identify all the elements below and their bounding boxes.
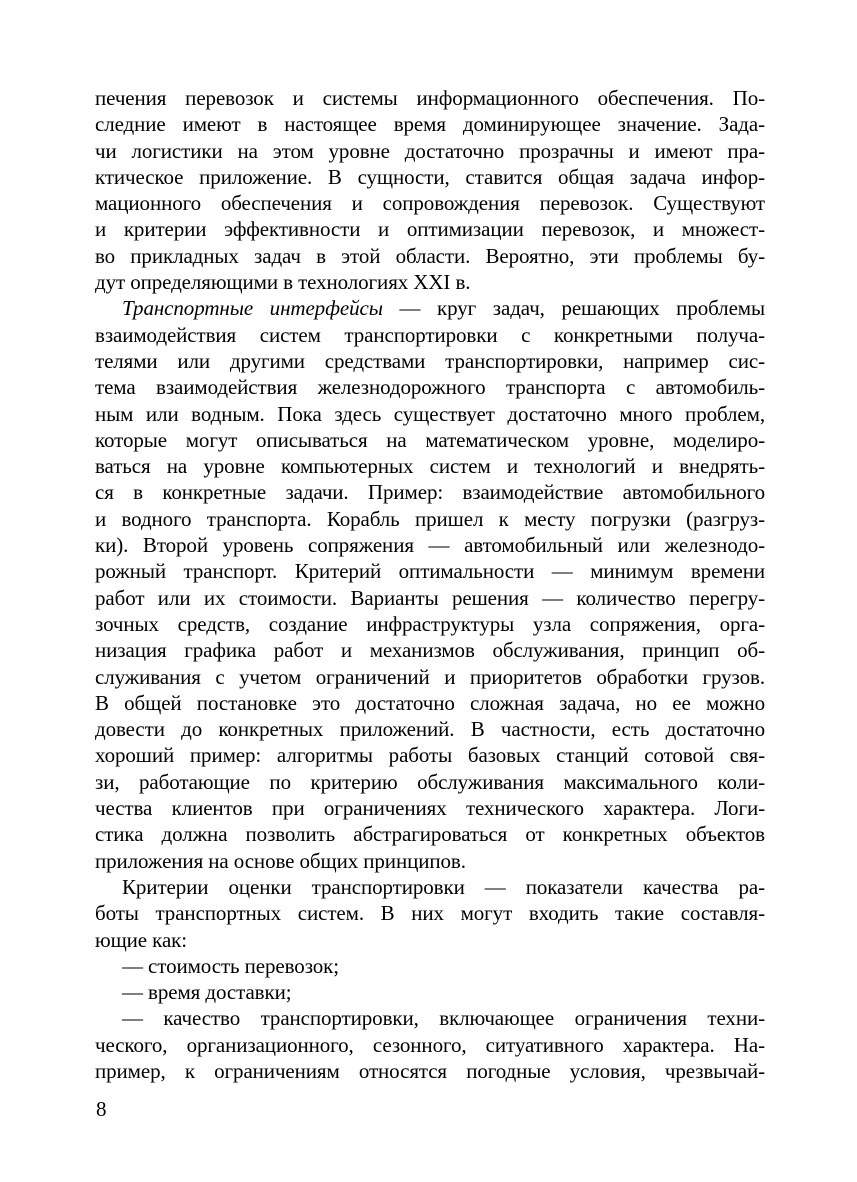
text-segment: В общей постановке это достаточно сложная задача, но ее можно (95, 690, 765, 715)
text-line (95, 1058, 765, 1084)
text-segment: зочных средств, создание инфраструктуры узла сопряжения, орга- (95, 611, 765, 636)
text-segment: работ или их стоимости. Варианты решения — количество перегру- (95, 585, 765, 610)
text-line (95, 585, 765, 611)
text-line (95, 374, 765, 400)
text-line (95, 874, 765, 900)
text-line (95, 111, 765, 137)
text-segment: телями или другими средствами транспортировки, например сис- (95, 348, 765, 373)
text-line (95, 216, 765, 242)
text-line (95, 401, 765, 427)
text-line (95, 322, 765, 348)
text-segment: ся в конкретные задачи. Пример: взаимодействие автомобильного (95, 480, 765, 505)
text-line (95, 1032, 765, 1058)
text-segment: приложения на основе общих принципов. (95, 848, 466, 873)
text-line (95, 848, 765, 874)
text-segment: чи логистики на этом уровне достаточно прозрачны и имеют пра- (95, 138, 765, 163)
text-line (95, 243, 765, 269)
text-line (95, 348, 765, 374)
text-line (95, 769, 765, 795)
text-line (95, 138, 765, 164)
text-segment: во прикладных задач в этой области. Вероятно, эти проблемы бу- (95, 243, 765, 268)
text-segment: хороший пример: алгоритмы работы базовых станций сотовой свя- (95, 743, 765, 768)
text-segment: пример, к ограничениям относятся погодные условия, чрезвычай- (95, 1058, 765, 1083)
text-line (95, 295, 765, 321)
text-line (95, 821, 765, 847)
text-line (95, 1005, 765, 1031)
text-line (95, 900, 765, 926)
text-segment: чества клиентов при ограничениях технического характера. Логи- (95, 796, 765, 821)
text-line (95, 927, 765, 953)
text-line (95, 637, 765, 663)
text-line (95, 532, 765, 558)
text-segment: следние имеют в настоящее время доминирующее значение. Зада- (95, 112, 765, 137)
text-segment: ваться на уровне компьютерных систем и технологий и внедрять- (95, 454, 765, 479)
text-segment: ки). Второй уровень сопряжения — автомобильный или железнодо- (95, 533, 765, 558)
text-segment: тема взаимодействия железнодорожного транспорта с автомобиль- (95, 375, 765, 400)
text-segment: и критерии эффективности и оптимизации перевозок, и множест- (95, 217, 765, 242)
text-segment: зи, работающие по критерию обслуживания максимального коли- (95, 769, 765, 794)
text-segment: стика должна позволить абстрагироваться от конкретных объектов (95, 822, 765, 847)
text-line (95, 190, 765, 216)
text-segment: довести до конкретных приложений. В частности, есть достаточно (95, 717, 765, 742)
text-segment: служивания с учетом ограничений и приоритетов обработки грузов. (95, 664, 765, 689)
text-block (95, 85, 765, 1084)
text-segment: низация графика работ и механизмов обслуживания, принцип об- (95, 638, 765, 663)
text-line (95, 85, 765, 111)
italic-term: Транспортные интерфейсы (122, 296, 383, 321)
text-segment: рожный транспорт. Критерий оптимальности — минимум времени (95, 559, 765, 584)
text-line (95, 979, 765, 1005)
text-line (95, 558, 765, 584)
text-line (95, 953, 765, 979)
text-segment: — стоимость перевозок; (122, 953, 340, 978)
text-line (95, 690, 765, 716)
text-segment: и водного транспорта. Корабль пришел к месту погрузки (разгруз- (95, 506, 765, 531)
text-line (95, 795, 765, 821)
text-line (95, 716, 765, 742)
text-segment: ктическое приложение. В сущности, ставится общая задача инфор- (95, 164, 765, 189)
text-segment: мационного обеспечения и сопровождения перевозок. Существуют (95, 191, 765, 216)
text-segment: ческого, организационного, сезонного, ситуативного характера. На- (95, 1032, 765, 1057)
text-segment: боты транспортных систем. В них могут входить такие составля- (95, 901, 765, 926)
text-line (95, 742, 765, 768)
text-line (95, 611, 765, 637)
text-line (95, 506, 765, 532)
text-segment: ным или водным. Пока здесь существует достаточно много проблем, (95, 401, 765, 426)
text-segment: печения перевозок и системы информационного обеспечения. По- (95, 86, 765, 110)
text-line (95, 269, 765, 295)
text-line (95, 453, 765, 479)
text-line (95, 664, 765, 690)
text-segment: — круг задач, решающих проблемы (382, 296, 765, 321)
text-segment: ющие как: (95, 927, 188, 952)
text-segment: — качество транспортировки, включающее ограничения техни- (122, 1006, 765, 1031)
text-segment: дут определяющими в технологиях XXI в. (95, 270, 471, 295)
text-segment: — время доставки; (122, 980, 292, 1005)
text-line (95, 427, 765, 453)
text-segment: взаимодействия систем транспортировки с конкретными получа- (95, 322, 765, 347)
text-segment: Критерии оценки транспортировки — показатели качества ра- (122, 874, 765, 899)
text-line (95, 164, 765, 190)
text-segment: которые могут описываться на математическом уровне, моделиро- (95, 427, 765, 452)
text-line (95, 479, 765, 505)
page-number: 8 (96, 1097, 107, 1121)
